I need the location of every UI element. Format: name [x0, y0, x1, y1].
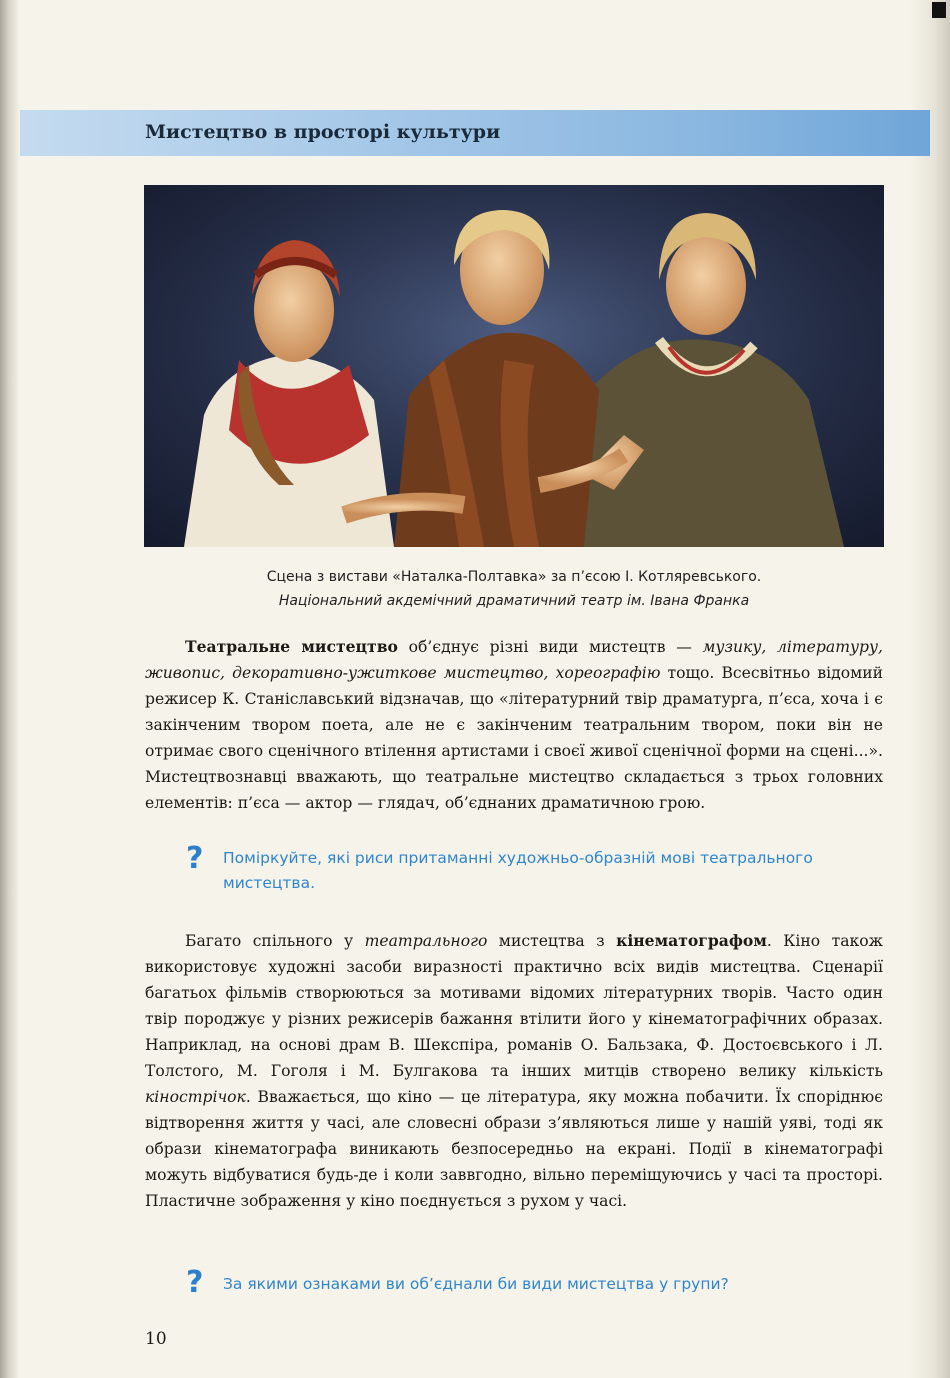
paragraph-cinema-text-d: . Вважається, що кіно — це література, яку можна побачити. Їх споріднює відтворення життя у часі, але словесні образи з’являються лише у нашій уяві, тоді як образи кінематографа виникають безпосередньо на екрані. Події в кінематографі можуть відбуватися будь-де і коли заввгодно, вільно переміщуючись у часі та просторі. Пластичне зображення у кіно поєднується з рухом у часі.: [145, 1088, 883, 1210]
question-mark-icon: ?: [186, 1265, 204, 1300]
section-title: Мистецтво в просторі культури: [145, 121, 501, 143]
paragraph-cinema-text-c: . Кіно також використовує художні засоби виразності практично всіх видів мистецтва. Сценарії багатьох фільмів створюються за мотивами відомих літературних творів. Часто один твір породжує у різних режисерів бажання втілити його у кінематографічних образах. Наприклад, на основі драм В. Шекспіра, романів О. Бальзака, Ф. Достоєвського і Л. Толстого, М. Гоголя і М. Булгакова та інших митців створено велику кількість: [145, 932, 883, 1080]
page-right-edge: [910, 0, 950, 1378]
italic-films: кінострічок: [145, 1088, 246, 1106]
theatre-scene-photo: [144, 185, 884, 547]
photo-caption-theatre: Національний акдемічний драматичний театр ім. Івана Франка: [278, 593, 750, 609]
corner-mark: [932, 2, 946, 18]
question-text-1: Поміркуйте, які риси притаманні художньо-образній мові театрального мистецтва.: [223, 849, 813, 892]
paragraph-theatre: [145, 634, 883, 816]
italic-theatrical: театрального: [364, 932, 488, 950]
art-types-list: музику, літературу, живопис, декоративно-ужиткове мистецтво, хореографію: [145, 638, 884, 682]
photo-caption-title: Сцена з вистави «Наталка-Полтавка» за п’єсою І. Котляревського.: [266, 569, 762, 585]
term-cinematography: кінематографом: [616, 931, 767, 950]
theatre-scene-illustration: [144, 185, 884, 547]
paragraph-cinema-text-b: мистецтва з: [487, 932, 617, 950]
page-number: 10: [145, 1329, 167, 1349]
question-mark-icon: ?: [186, 841, 204, 876]
paragraph-theatre-text-a: об’єднує різні види мистецтв —: [397, 638, 703, 656]
paragraph-cinema: [145, 928, 883, 1214]
page-binding-shadow: [0, 0, 20, 1378]
paragraph-theatre-text-b: тощо. Всесвітньо відомий режисер К. Станіславський відзначав, що «літературний твір драматурга, п’єса, хоча і є закінченим твором поета, але не є закінченим театральним твором, поки він не отримає свого сценічного втілення артистами і своєї живої сценічної форми на сцені...». Мистецтвознавці вважають, що театральне мистецтво складається з трьох головних елементів: п’єса — актор — глядач, об’єднаних драматичною грою.: [145, 664, 883, 812]
paragraph-cinema-text-a: Багато спільного у: [185, 932, 365, 950]
question-text-2: За якими ознаками ви об’єднали би види мистецтва у групи?: [223, 1275, 729, 1293]
term-theatre-art: Театральне мистецтво: [185, 637, 398, 656]
